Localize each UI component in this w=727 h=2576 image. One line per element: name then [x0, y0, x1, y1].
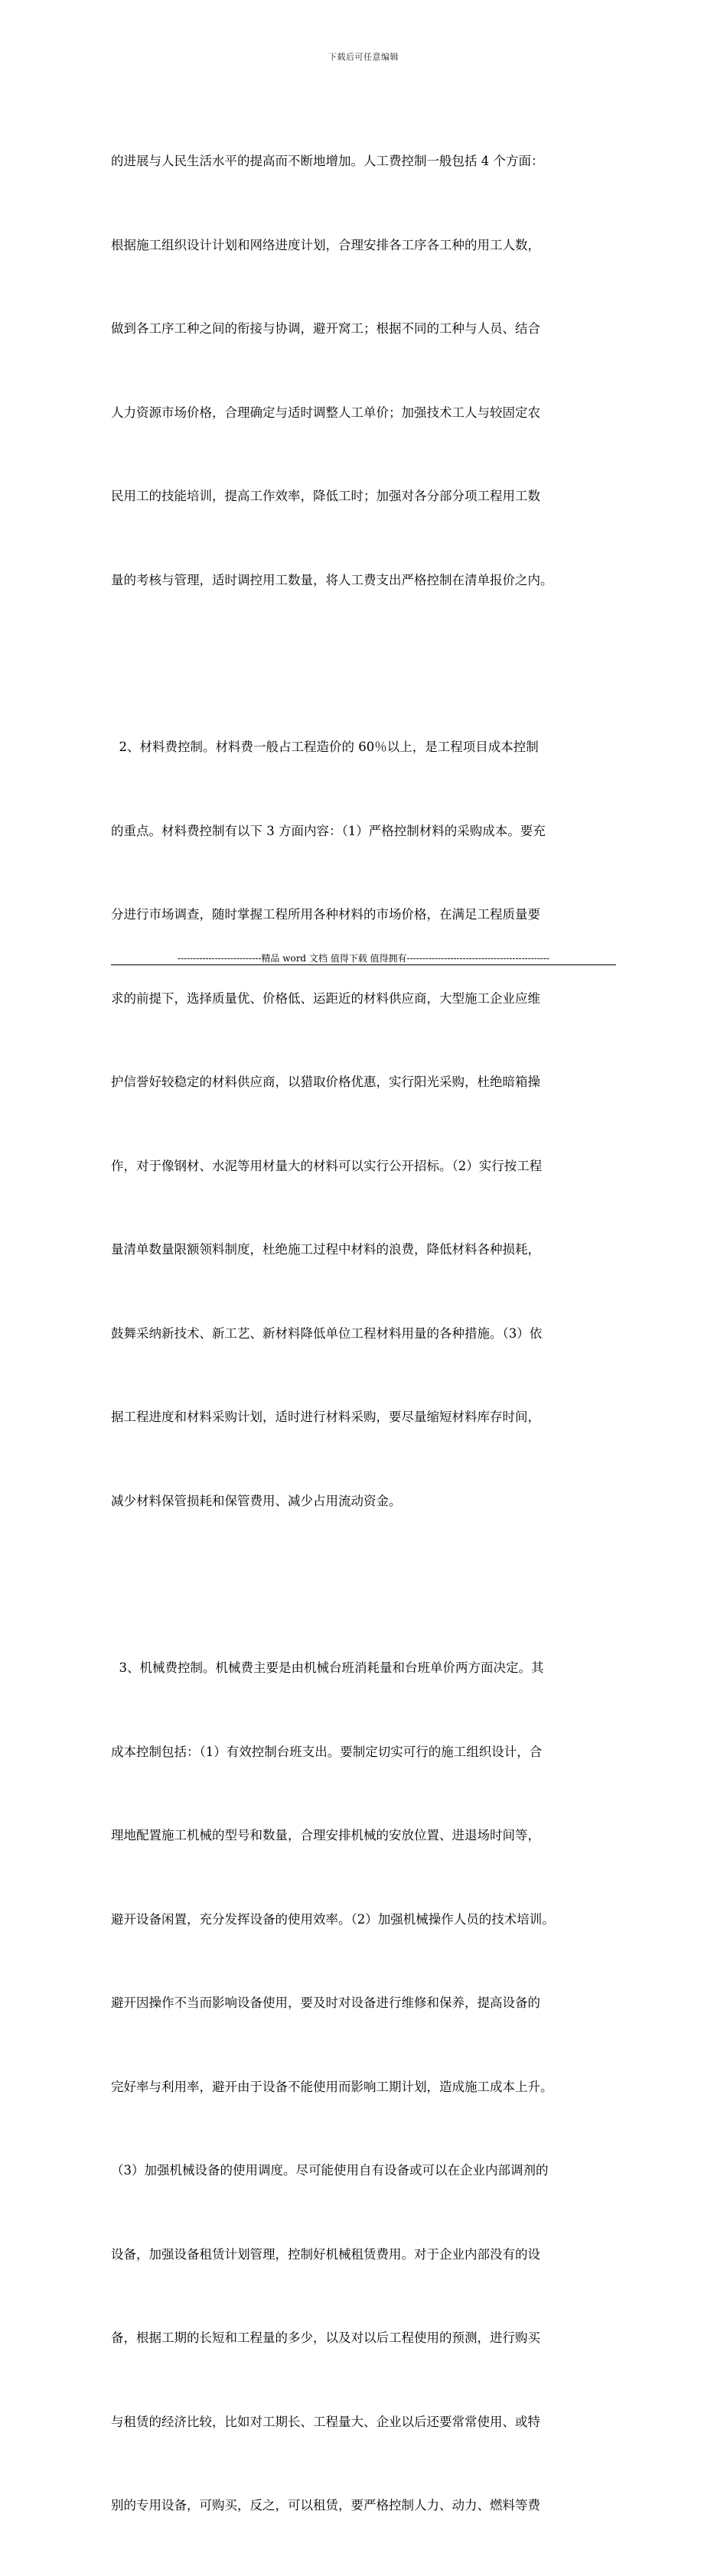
text-line: 别的专用设备，可购买，反之，可以租赁，要严格控制人力、动力、燃料等费: [111, 2498, 540, 2513]
document-body: [111, 92, 620, 2576]
page-footer: ---------------------------精品 word 文档 值得下载 值得拥有----------------------------------------------: [177, 953, 550, 964]
text-line: 分进行市场调查，随时掌握工程所用各种材料的市场价格，在满足工程质量要: [111, 907, 540, 922]
text-line: 与租赁的经济比较，比如对工期长、工程量大、企业以后还要常常使用、或特: [111, 2414, 540, 2429]
text-line: 避开因操作不当而影响设备使用，要及时对设备进行维修和保养，提高设备的: [111, 1995, 540, 2010]
text-line: 鼓舞采纳新技术、新工艺、新材料降低单位工程材料用量的各种措施。（3）依: [111, 1325, 543, 1341]
text-line: 作，对于像钢材、水泥等用材量大的材料可以实行公开招标。（2）实行按工程: [111, 1158, 543, 1173]
text-line: 民用工的技能培训，提高工作效率，降低工时；加强对各分部分项工程用工数: [111, 489, 540, 503]
text-line: 设备，加强设备租赁计划管理，控制好机械租赁费用。对于企业内部没有的设: [111, 2246, 540, 2262]
text-line: 备，根据工期的长短和工程量的多少，以及对以后工程使用的预测，进行购买: [111, 2330, 540, 2345]
paragraph-labor-cost: [111, 92, 620, 650]
text-line: 做到各工序工种之间的衔接与协调，避开窝工；根据不同的工种与人员、结合: [111, 321, 540, 336]
footer-divider: [111, 964, 616, 965]
page-header: 下载后可任意编辑: [328, 52, 399, 62]
paragraph-material-cost: [111, 678, 620, 1571]
text-line: 人力资源市场价格，合理确定与适时调整人工单价；加强技术工人与较固定农: [111, 405, 540, 420]
text-line: （3）加强机械设备的使用调度。尽可能使用自有设备或可以在企业内部调剂的: [111, 2163, 549, 2178]
text-line: 完好率与利用率，避开由于设备不能使用而影响工期计划，造成施工成本上升。: [111, 2079, 553, 2094]
text-line: 根据施工组织设计计划和网络进度计划，合理安排各工序各工种的用工人数，: [111, 237, 540, 252]
text-line: 量清单数量限额领料制度，杜绝施工过程中材料的浪费，降低材料各种损耗，: [111, 1242, 540, 1257]
text-line: 减少材料保管损耗和保管费用、减少占用流动资金。: [111, 1493, 402, 1508]
text-line: 护信誉好较稳定的材料供应商，以猎取价格优惠，实行阳光采购，杜绝暗箱操: [111, 1075, 540, 1089]
text-line: 成本控制包括：（1）有效控制台班支出。要制定切实可行的施工组织设计，合: [111, 1744, 543, 1759]
text-line: 量的考核与管理，适时调控用工数量，将人工费支出严格控制在清单报价之内。: [111, 572, 553, 587]
text-line: 2、材料费控制。材料费一般占工程造价的 60％以上，是工程项目成本控制: [111, 740, 539, 754]
text-line: 避开设备闲置，充分发挥设备的使用效率。（2）加强机械操作人员的技术培训。: [111, 1911, 555, 1927]
text-line: 求的前提下，选择质量优、价格低、运距近的材料供应商，大型施工企业应维: [111, 990, 540, 1006]
text-line: 的进展与人民生活水平的提高而不断地增加。人工费控制一般包括 4 个方面：: [111, 154, 544, 168]
text-line: 3、机械费控制。机械费主要是由机械台班消耗量和台班单价两方面决定。其: [111, 1660, 544, 1675]
text-line: 据工程进度和材料采购计划，适时进行材料采购，要尽量缩短材料库存时间，: [111, 1410, 540, 1424]
text-line: 理地配置施工机械的型号和数量，合理安排机械的安放位置、进退场时间等，: [111, 1828, 540, 1843]
text-line: 的重点。材料费控制有以下 3 方面内容：（1）严格控制材料的采购成本。要充: [111, 823, 546, 838]
paragraph-machinery-cost: [111, 1599, 620, 2576]
